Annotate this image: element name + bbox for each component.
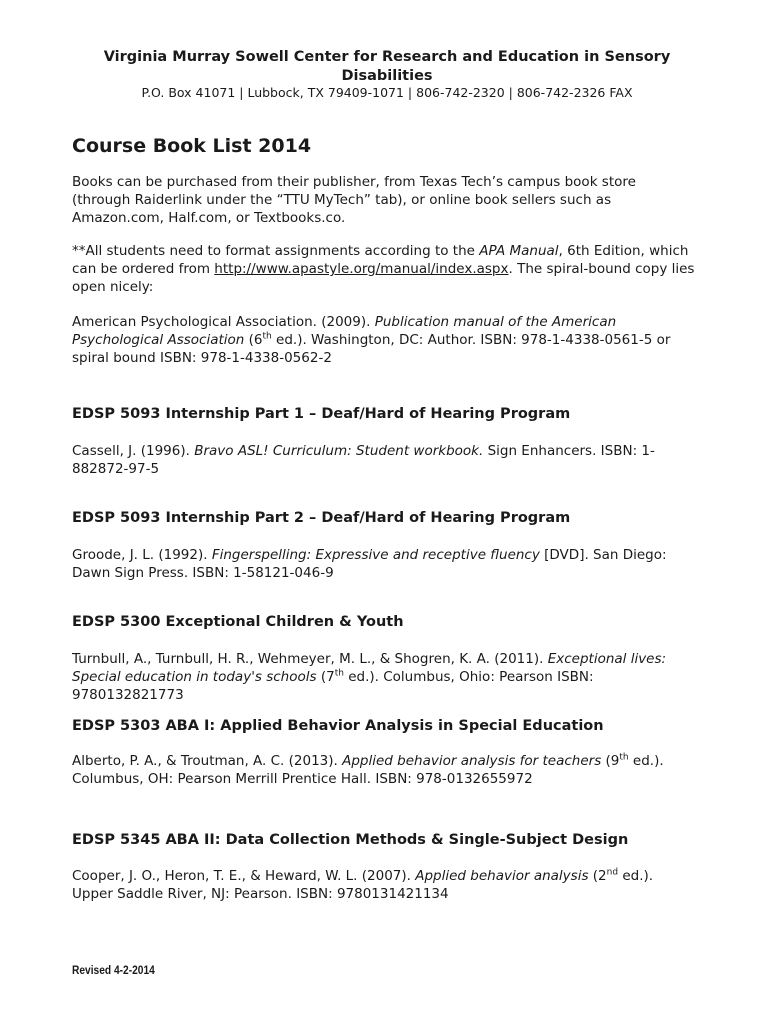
apa-ref-pre: American Psychological Association. (2009). xyxy=(72,314,375,330)
course-heading-5093-part1: EDSP 5093 Internship Part 1 – Deaf/Hard of Hearing Program xyxy=(72,406,571,422)
ref-edition: (2 xyxy=(588,868,607,884)
apa-ref-post: ed.). Washington, DC: Author. ISBN: 978-1-4338-0561-5 or spiral bound ISBN: 978-1-4338-0562-2 xyxy=(72,332,671,366)
book-reference-5345 xyxy=(72,867,697,903)
apa-text-pre: **All students need to format assignments according to the xyxy=(72,243,480,259)
course-heading-5093-part2: EDSP 5093 Internship Part 2 – Deaf/Hard of Hearing Program xyxy=(72,510,571,526)
ref-title: Applied behavior analysis for teachers xyxy=(342,753,602,769)
ref-details: Sign Enhancers. ISBN: 1-882872-97-5 xyxy=(72,443,655,477)
ref-authors: Turnbull, A., Turnbull, H. R., Wehmeyer, M. L., & Shogren, K. A. (2011). xyxy=(72,651,548,667)
course-heading-5300: EDSP 5300 Exceptional Children & Youth xyxy=(72,614,404,630)
ref-edition-sup: th xyxy=(334,668,344,679)
apa-reference xyxy=(72,313,697,367)
apa-ref-sup: th xyxy=(262,331,272,342)
ref-authors: Cooper, J. O., Heron, T. E., & Heward, W. L. (2007). xyxy=(72,868,416,884)
apa-manual-title: APA Manual xyxy=(479,243,559,259)
ref-authors: Alberto, P. A., & Troutman, A. C. (2013). xyxy=(72,753,343,769)
apa-text-mid: , 6th Edition, which can be ordered from xyxy=(72,243,689,277)
book-reference-5093-part1 xyxy=(72,442,697,478)
ref-details: ed.). Columbus, Ohio: Pearson ISBN: 9780132821773 xyxy=(72,669,594,703)
apa-text-post: . The spiral-bound copy lies open nicely: xyxy=(72,261,695,295)
ref-title: Exceptional lives: Special education in today's schools xyxy=(72,651,667,685)
ref-details: ed.). Upper Saddle River, NJ: Pearson. ISBN: 9780131421134 xyxy=(72,868,654,902)
ref-edition-sup: th xyxy=(619,752,629,763)
revised-date-footer: Revised 4-2-2014 xyxy=(72,963,155,977)
ref-authors: Cassell, J. (1996). xyxy=(72,443,195,459)
ref-details: [DVD]. San Diego: Dawn Sign Press. ISBN: 1-58121-046-9 xyxy=(72,547,667,581)
center-address: P.O. Box 41071 | Lubbock, TX 79409-1071 | 806-742-2320 | 806-742-2326 FAX xyxy=(141,85,633,100)
ref-title: Fingerspelling: Expressive and receptive fluency xyxy=(211,547,540,563)
ref-edition: (9 xyxy=(601,753,620,769)
apa-ref-ed: (6 xyxy=(244,332,263,348)
ref-details: ed.). Columbus, OH: Pearson Merrill Prentice Hall. ISBN: 978-0132655972 xyxy=(72,753,664,787)
book-reference-5300 xyxy=(72,650,697,704)
apa-manual-link[interactable]: http://www.apastyle.org/manual/index.aspx xyxy=(214,261,509,277)
course-heading-5303: EDSP 5303 ABA I: Applied Behavior Analysis in Special Education xyxy=(72,718,604,734)
apa-paragraph xyxy=(72,242,697,296)
page-title: Course Book List 2014 xyxy=(72,135,312,157)
ref-edition: (7 xyxy=(316,669,335,685)
ref-edition-sup: nd xyxy=(606,867,619,878)
book-reference-5303 xyxy=(72,752,697,788)
apa-ref-title: Publication manual of the American Psychological Association xyxy=(72,314,617,348)
ref-title: Applied behavior analysis xyxy=(415,868,589,884)
purchase-paragraph: Books can be purchased from their publisher, from Texas Tech’s campus book store (through Raiderlink under the “TTU MyTech” tab), or online book sellers such as Amazon.com, Half.com, or Textbooks.co. xyxy=(72,174,636,226)
ref-title: Bravo ASL! Curriculum: Student workbook. xyxy=(194,443,484,459)
center-name-heading: Virginia Murray Sowell Center for Research and Education in Sensory Disabilities xyxy=(103,49,671,84)
book-reference-5093-part2 xyxy=(72,546,697,582)
ref-authors: Groode, J. L. (1992). xyxy=(72,547,212,563)
course-heading-5345: EDSP 5345 ABA II: Data Collection Methods & Single-Subject Design xyxy=(72,832,629,848)
